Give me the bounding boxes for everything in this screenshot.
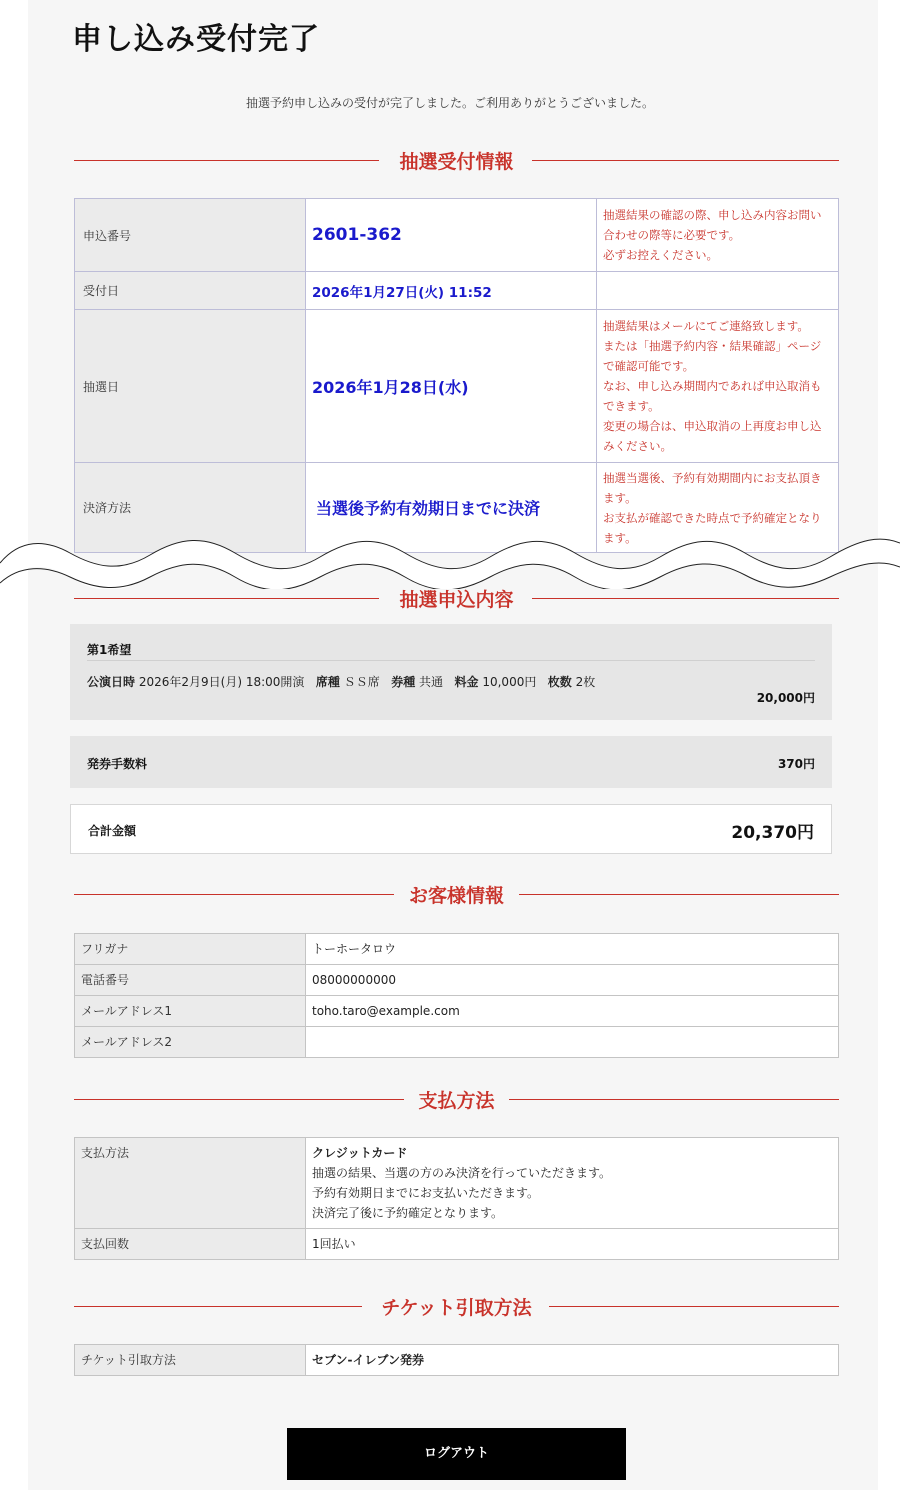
table-row [75,996,839,1027]
payment-note-line: 決済完了後に予約確定となります。 [312,1206,504,1220]
ticket-table [74,1344,839,1376]
page-title: 申し込み受付完了 [72,22,320,57]
email1-value: toho.taro@example.com [306,996,839,1027]
performance-date: 2026年2月9日(月) 18:00開演 [138,675,305,689]
section-heading-payment [74,1090,839,1112]
table-row [75,199,839,272]
logout-button[interactable]: ログアウト [287,1428,626,1480]
table-row [75,310,839,463]
row-label: フリガナ [75,934,306,965]
total-label: 合計金額 [88,824,137,838]
lottery-date: 2026年1月28日(水) [306,310,597,463]
total-amount: 20,370円 [731,823,814,843]
detail-label: 料金 [454,675,479,689]
detail-label: 枚数 [547,675,572,689]
section-heading-customer [74,885,839,907]
section-heading-ticket [74,1297,839,1319]
total-card [70,804,832,854]
row-note: 抽選結果の確認の際、申し込み内容お問い合わせの際等に必要です。 必ずお控えください。 [597,199,839,272]
table-row [75,1345,839,1376]
payment-table [74,1137,839,1260]
ticket-count: 2枚 [575,675,596,689]
row-label: 電話番号 [75,965,306,996]
section-title: お客様情報 [395,885,518,907]
detail-label: 券種 [391,675,416,689]
row-note: 抽選結果はメールにてご連絡致します。 または「抽選予約内容・結果確認」ページで確認可能です。 なお、申し込み期間内であれば申込取消もできます。 変更の場合は、申込取消の上再度お申し込みください。 [597,310,839,463]
detail-label: 公演日時 [87,675,136,689]
page-break-wave [0,525,900,589]
table-row [75,934,839,965]
choice-label: 第1希望 [87,643,132,657]
row-label: 受付日 [75,272,306,310]
customer-table [74,933,839,1058]
choice-card [70,624,832,720]
section-title: 抽選申込内容 [385,589,527,611]
table-row [75,1027,839,1058]
detail-label: 席種 [315,675,340,689]
fee-card [70,736,832,788]
row-label: 抽選日 [75,310,306,463]
row-label: メールアドレス1 [75,996,306,1027]
table-row [75,272,839,310]
furigana-value: トーホータロウ [306,934,839,965]
seat-type: ＳＳ席 [343,675,380,689]
payment-count-value: 1回払い [306,1229,839,1260]
row-label: 支払回数 [75,1229,306,1260]
section-heading-lottery-info [74,151,839,173]
payment-method-value [306,1138,839,1229]
table-row [75,1229,839,1260]
ticket-method-value: セブン-イレブン発券 [306,1345,839,1376]
intro-message: 抽選予約申し込みの受付が完了しました。ご利用ありがとうございました。 [245,96,654,110]
row-label: 申込番号 [75,199,306,272]
email2-value [306,1027,839,1058]
row-label: チケット引取方法 [75,1345,306,1376]
divider [87,660,815,661]
fee-label: 発券手数料 [87,757,148,771]
performance-detail [87,673,595,690]
lottery-info-table [74,198,839,553]
received-date: 2026年1月27日(火) 11:52 [306,272,597,310]
row-note [597,272,839,310]
settlement-method: 当選後予約有効期日までに決済 [306,463,597,553]
subtotal-amount: 20,000円 [756,691,815,705]
payment-method-name: クレジットカード [312,1146,408,1160]
ticket-type: 共通 [419,675,444,689]
row-label: 支払方法 [75,1138,306,1229]
table-row [75,965,839,996]
payment-note-line: 予約有効期日までにお支払いただきます。 [312,1186,540,1200]
phone-value: 08000000000 [306,965,839,996]
table-row [75,1138,839,1229]
unit-price: 10,000円 [482,675,537,689]
section-title: チケット引取方法 [367,1297,545,1319]
payment-note-line: 抽選の結果、当選の方のみ決済を行っていただきます。 [312,1166,612,1180]
section-title: 支払方法 [404,1090,508,1112]
application-number: 2601-362 [306,199,597,272]
row-label: 決済方法 [75,463,306,553]
section-title: 抽選受付情報 [385,151,527,173]
section-heading-application [74,589,839,611]
row-note: 抽選当選後、予約有効期間内にお支払頂きます。 お支払が確認できた時点で予約確定となります。 [597,463,839,553]
fee-amount: 370円 [777,757,815,771]
row-label: メールアドレス2 [75,1027,306,1058]
